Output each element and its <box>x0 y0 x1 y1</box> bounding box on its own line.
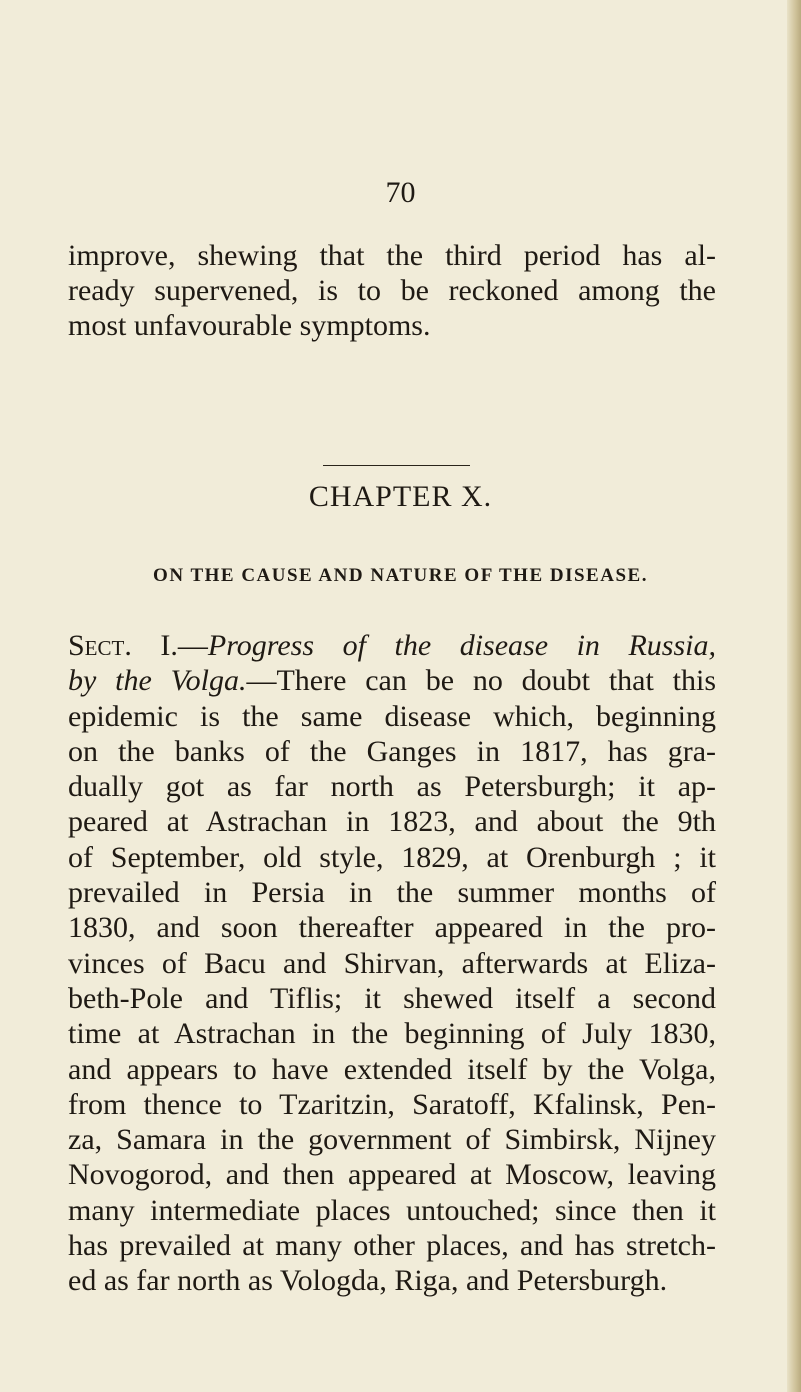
text-line: and appears to have extended itself by the Volga, <box>68 1052 716 1086</box>
text-line: epidemic is the same disease which, beginning <box>68 699 716 733</box>
section-dash: — <box>177 629 208 662</box>
text-line: from thence to Tzaritzin, Saratoff, Kfalinsk, Pen- <box>68 1087 716 1121</box>
text-line: za, Samara in the government of Simbirsk, Nijney <box>68 1123 716 1157</box>
text-line: on the banks of the Ganges in 1817, has gra- <box>68 734 716 768</box>
text-line: prevailed in Persia in the summer months of <box>68 876 716 910</box>
text-line: improve, shewing that the third period has al- <box>68 239 716 272</box>
section-title: Progress of the disease in Russia, <box>207 629 716 662</box>
text-line: ed as far north as Vologda, Riga, and Petersburgh. <box>68 1264 668 1298</box>
section-first-line <box>68 628 716 663</box>
section-second-line <box>68 663 716 698</box>
text-line: many intermediate places untouched; since then it <box>68 1193 716 1227</box>
text-line: dually got as far north as Petersburgh; it ap- <box>68 770 716 804</box>
section-paragraph <box>68 628 716 1299</box>
text-line: most unfavourable symptoms. <box>68 309 431 342</box>
chapter-subtitle: ON THE CAUSE AND NATURE OF THE DISEASE. <box>153 565 648 586</box>
section-divider <box>323 465 470 466</box>
text-line: peared at Astrachan in 1823, and about the 9th <box>68 805 716 839</box>
opening-paragraph <box>68 238 716 343</box>
text-line: time at Astrachan in the beginning of July 1830, <box>68 1017 716 1051</box>
text-line: ready supervened, is to be reckoned among the <box>68 274 716 307</box>
section-label: Sect. I. <box>68 629 178 662</box>
text-line: of September, old style, 1829, at Orenburgh ; it <box>68 840 716 874</box>
text-line: 1830, and soon thereafter appeared in the pro- <box>68 911 716 945</box>
section-title-cont: by the Volga. <box>68 664 247 698</box>
text-line: vinces of Bacu and Shirvan, afterwards at Eliza- <box>68 946 716 980</box>
text-line: beth-Pole and Tiflis; it shewed itself a second <box>68 981 716 1015</box>
text-line: has prevailed at many other places, and has stretch- <box>68 1229 716 1263</box>
chapter-heading: CHAPTER X. <box>308 480 493 513</box>
page-number: 70 <box>385 176 416 209</box>
section-first-text: —There can be no doubt that this <box>246 664 716 698</box>
text-line: Novogorod, and then appeared at Moscow, leaving <box>68 1158 716 1192</box>
